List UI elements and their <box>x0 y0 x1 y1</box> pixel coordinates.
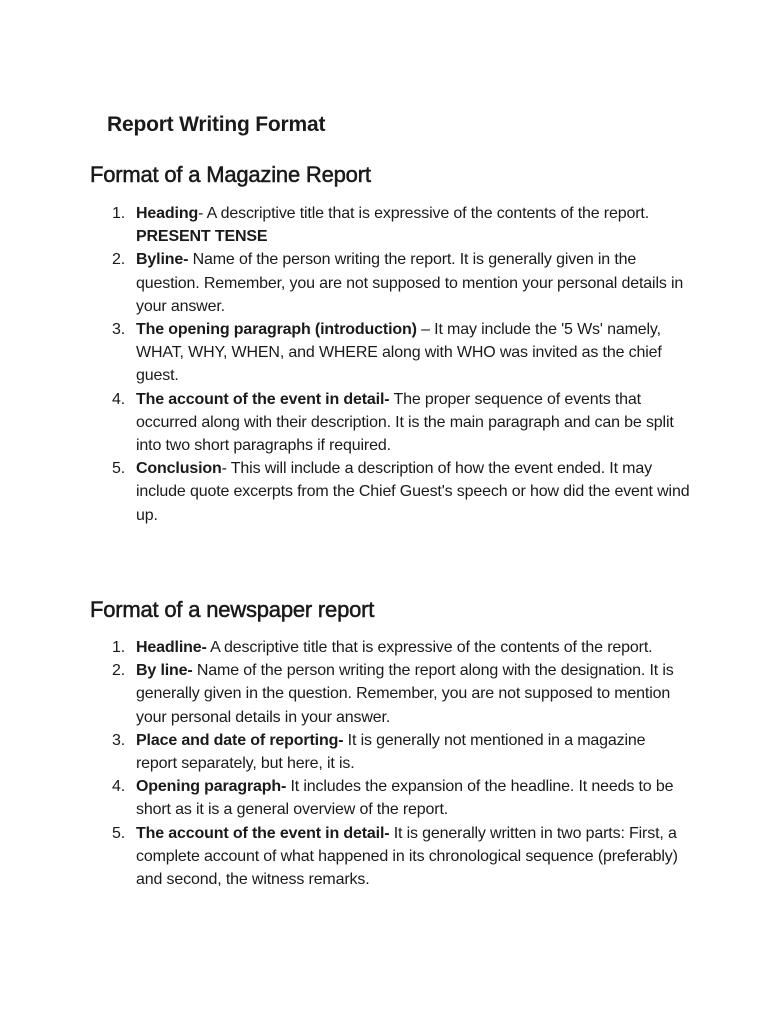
list-item-text: Name of the person writing the report. It is generally given in the question. Remember, you are not supposed to mention your personal details in your answer. <box>136 251 684 315</box>
list-item-text: Name of the person writing the report along with the designation. It is generally given in the question. Remember, you are not supposed to mention your personal details in your answer. <box>136 662 674 726</box>
list-item <box>90 659 690 729</box>
list-item-label: The account of the event in detail- <box>136 824 390 842</box>
list-item <box>90 636 690 659</box>
list-item <box>90 248 690 318</box>
list-item-text: It is generally written in two parts: First, a complete account of what happened in its chronological sequence (preferably) and second, the witness remarks. <box>136 824 678 889</box>
list-item-label: The account of the event in detail- <box>136 390 390 408</box>
list-item-text: – It may include the '5 Ws' namely, WHAT, WHY, WHEN, and WHERE along with WHO was invited as the chief guest. <box>136 321 662 385</box>
document-title: Report Writing Format <box>107 113 326 136</box>
magazine-report-heading: Format of a Magazine Report <box>90 162 371 187</box>
list-item-number: 1. <box>112 639 126 656</box>
list-item-label: The opening paragraph (introduction) <box>136 321 417 339</box>
newspaper-report-list <box>90 636 690 891</box>
list-item-number: 3. <box>112 731 126 749</box>
newspaper-report-heading: Format of a newspaper report <box>90 597 375 622</box>
list-item-text: It is generally not mentioned in a magazine report separately, but here, it is. <box>136 731 646 773</box>
list-item-text: A descriptive title that is expressive of the contents of the report. <box>206 639 653 656</box>
list-item <box>90 457 690 527</box>
list-item-number: 4. <box>112 390 126 408</box>
magazine-report-list <box>90 202 690 527</box>
list-item-text: - This will include a description of how the event ended. It may include quote excerpts from the Chief Guest's speech or how did the event wind up. <box>136 460 690 524</box>
list-item-text: The proper sequence of events that occurred along with their description. It is the main paragraph and can be split into two short paragraphs if required. <box>136 390 674 455</box>
list-item-number: 5. <box>112 460 126 478</box>
list-item <box>90 202 690 248</box>
list-item-label: Byline- <box>136 251 189 269</box>
list-item-label: Conclusion <box>136 460 222 478</box>
list-item-number: 4. <box>112 778 126 796</box>
list-item-number: 1. <box>112 205 126 222</box>
list-item-number: 3. <box>112 321 126 339</box>
list-item-label: Heading <box>136 205 199 222</box>
list-item <box>90 388 690 458</box>
list-item-number: 2. <box>112 251 126 269</box>
list-item <box>90 729 690 775</box>
list-item <box>90 318 690 388</box>
list-item-emphasis: PRESENT TENSE <box>136 228 268 246</box>
list-item <box>90 775 690 821</box>
list-item-number: 5. <box>112 824 126 842</box>
list-item-number: 2. <box>112 662 126 680</box>
list-item <box>90 822 690 892</box>
list-item-text: - A descriptive title that is expressive of the contents of the report. <box>198 205 649 222</box>
list-item-label: Headline- <box>136 639 207 656</box>
list-item-label: By line- <box>136 662 193 680</box>
list-item-label: Place and date of reporting- <box>136 731 344 749</box>
list-item-label: Opening paragraph- <box>136 778 287 796</box>
list-item-text: It includes the expansion of the headline. It needs to be short as it is a general overview of the report. <box>136 778 674 819</box>
